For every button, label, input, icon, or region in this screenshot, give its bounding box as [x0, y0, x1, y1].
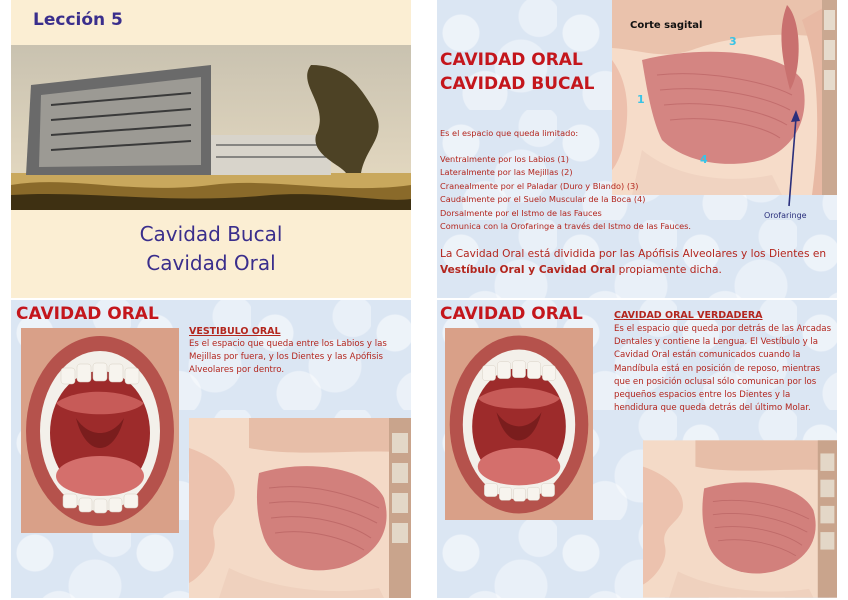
limit-item: Comunica con la Orofaringe a través del Istmo de las Fauces. — [440, 221, 692, 232]
slide3-heading: CAVIDAD ORAL — [16, 304, 159, 324]
oropharynx-label: Orofaringe — [764, 211, 807, 220]
slide4-heading: CAVIDAD ORAL — [440, 304, 583, 324]
slide3-subheading: VESTIBULO ORAL — [189, 326, 281, 337]
division-text — [440, 247, 832, 278]
limit-item: Dorsalmente por el Istmo de las Fauces — [440, 207, 602, 218]
division-text-a: La Cavidad Oral está dividida por las Apófisis Alveolares y los Dientes en — [440, 248, 827, 260]
heading-line-1: CAVIDAD ORAL — [440, 50, 583, 70]
slide3-body: Es el espacio que queda entre los Labios y las Mejillas por fuera, y los Dientes y las Apófisis Alveolares por dentro. — [189, 339, 387, 376]
sagittal-head-illustration — [643, 440, 837, 598]
open-mouth-photo — [445, 328, 593, 520]
slide-true-cavity — [437, 300, 837, 598]
open-mouth-photo — [21, 328, 179, 533]
number-label-4: 4 — [700, 153, 708, 166]
title-line-2: Cavidad Oral — [146, 251, 276, 275]
division-text-b: propiamente dicha. — [615, 263, 722, 276]
slide-definition — [437, 0, 837, 298]
limit-item: Ventralmente por los Labios (1) — [440, 154, 569, 164]
slide4-subheading: CAVIDAD ORAL VERDADERA — [614, 310, 763, 321]
slide4-body: Es el espacio que queda por detrás de las Arcadas Dentales y contiene la Lengua. El Vestíbulo y la Cavidad Oral están comunicados cuando la Mandíbula está en posición de reposo, mientras que en posición oclusal sólo comunican por los pequeños espacios entre los Dientes y la hendidura que queda detrás del último Molar. — [614, 324, 832, 414]
number-label-1: 1 — [637, 93, 645, 106]
intro-text: Es el espacio que queda limitado: — [440, 128, 579, 138]
building-photo — [11, 45, 411, 210]
division-bold: Vestíbulo Oral y Cavidad Oral — [440, 263, 616, 276]
limits-list — [440, 153, 740, 233]
oropharynx-arrow — [781, 108, 801, 208]
sagittal-head-illustration — [189, 418, 411, 598]
slide-vestibule — [11, 300, 411, 598]
slide-title — [11, 0, 411, 298]
limit-item: Cranealmente por el Paladar (Duro y Blando) (3) — [440, 180, 639, 191]
lesson-label: Lección 5 — [33, 10, 123, 30]
heading-line-2: CAVIDAD BUCAL — [440, 74, 595, 94]
limit-item: Caudalmente por el Suelo Muscular de la Boca (4) — [440, 194, 646, 205]
sagittal-label: Corte sagital — [630, 20, 703, 31]
title-line-1: Cavidad Bucal — [139, 222, 283, 246]
number-label-3: 3 — [729, 35, 737, 48]
limit-item: Lateralmente por las Mejillas (2) — [440, 167, 573, 178]
